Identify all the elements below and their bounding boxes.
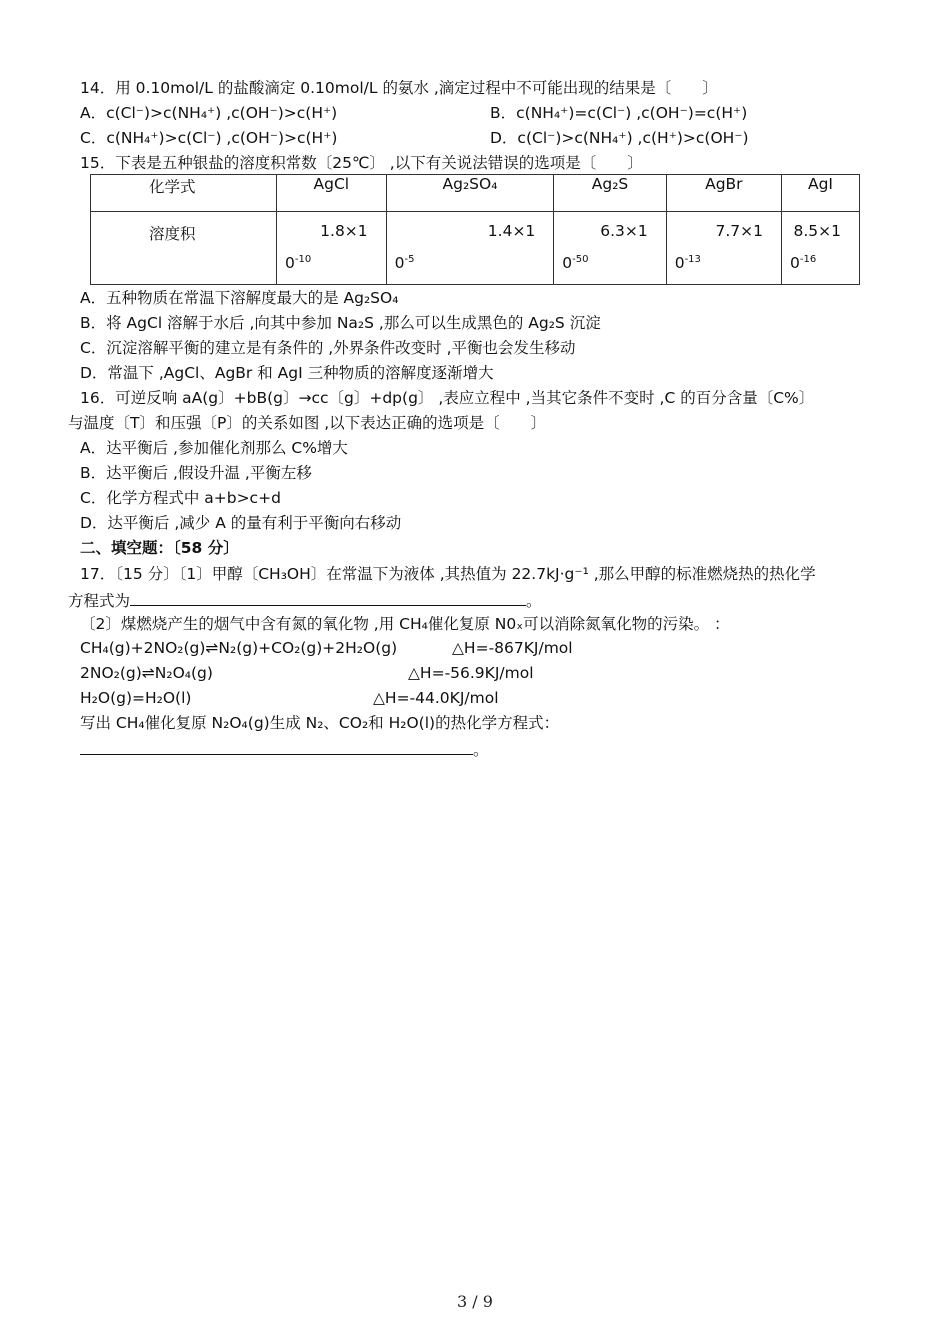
- q15-stem: 15．下表是五种银盐的溶度积常数〔25℃〕 ,以下有关说法错误的选项是〔 〕: [80, 154, 643, 172]
- q14-option-b: B．c(NH₄⁺)=c(Cl⁻) ,c(OH⁻)=c(H⁺): [490, 104, 748, 122]
- ksp-value-mantissa: 1.8×1: [320, 222, 368, 240]
- equation-1: CH₄(g)+2NO₂(g)⇌N₂(g)+CO₂(g)+2H₂O(g): [80, 639, 398, 657]
- q14-option-d: D．c(Cl⁻)>c(NH₄⁺) ,c(H⁺)>c(OH⁻): [490, 129, 749, 147]
- ksp-value-exponent: $0^{-5}$: [394, 253, 415, 272]
- ksp-value-mantissa: 7.7×1: [715, 222, 763, 240]
- q16-stem-line1: 16．可逆反响 aA(g〕+bB(g〕→cc〔g〕+dp(g〕 ,表应立程中 ,当其它条件不变时 ,C 的百分含量〔C%〕: [80, 389, 815, 407]
- answer-blank-2[interactable]: [80, 738, 473, 755]
- ksp-value-cell: [277, 212, 387, 285]
- q15-option-c: C．沉淀溶解平衡的建立是有条件的 ,外界条件改变时 ,平衡也会发生移动: [80, 339, 576, 357]
- ksp-header-cell: AgCl: [277, 175, 387, 212]
- q16-option-a: A．达平衡后 ,参加催化剂那么 C%增大: [80, 439, 348, 457]
- q14-option-a: A．c(Cl⁻)>c(NH₄⁺) ,c(OH⁻)>c(H⁺): [80, 104, 338, 122]
- q14-stem: 14．用 0.10mol/L 的盐酸滴定 0.10mol/L 的氨水 ,滴定过程中不可能出现的结果是〔 〕: [80, 79, 718, 97]
- section-heading: 二、填空题：〔58 分〕: [80, 539, 239, 557]
- q17-line3: 〔2〕煤燃烧产生的烟气中含有氮的氧化物 ,用 CH₄催化复原 N0ₓ可以消除氮氧化物的污染。 ：: [80, 615, 730, 633]
- ksp-value-exponent: $0^{-16}$: [789, 253, 817, 272]
- ksp-header-cell: Ag₂SO₄: [386, 175, 554, 212]
- ksp-value-cell: [554, 212, 666, 285]
- q17-line2: 方程式为 。: [68, 589, 542, 611]
- q16-stem-line2: 与温度〔T〕和压强〔P〕的关系如图 ,以下表达正确的选项是〔 〕: [68, 414, 547, 432]
- q17-line7: 写出 CH₄催化复原 N₂O₄(g)生成 N₂、CO₂和 H₂O(l)的热化学方程式：: [80, 714, 560, 732]
- q16-option-b: B．达平衡后 ,假设升温 ,平衡左移: [80, 464, 312, 482]
- ksp-value-mantissa: 6.3×1: [600, 222, 648, 240]
- ksp-table: [90, 174, 860, 285]
- ksp-value-cell: [781, 212, 859, 285]
- equation-2-dh: △H=-56.9KJ/mol: [408, 664, 534, 682]
- ksp-value-exponent: $0^{-10}$: [285, 253, 312, 272]
- q17-line8: 。: [80, 738, 489, 760]
- equation-3-dh: △H=-44.0KJ/mol: [373, 689, 499, 707]
- ksp-value-cell: [666, 212, 781, 285]
- ksp-table-value-row: [91, 212, 860, 285]
- q15-option-d: D．常温下 ,AgCl、AgBr 和 AgI 三种物质的溶解度逐渐增大: [80, 364, 494, 382]
- ksp-value-exponent: $0^{-13}$: [674, 253, 701, 272]
- q17-line1: 17．〔15 分〕〔1〕甲醇〔CH₃OH〕在常温下为液体 ,其热值为 22.7kJ·g⁻¹ ,那么甲醇的标准燃烧热的热化学: [80, 565, 816, 583]
- ksp-value-mantissa: 1.4×1: [487, 222, 536, 240]
- ksp-header-cell: AgBr: [666, 175, 781, 212]
- equation-1-dh: △H=-867KJ/mol: [452, 639, 573, 657]
- q14-option-c: C．c(NH₄⁺)>c(Cl⁻) ,c(OH⁻)>c(H⁺): [80, 129, 338, 147]
- answer-blank-1[interactable]: [130, 589, 526, 606]
- ksp-row-label-cell: [91, 212, 277, 285]
- ksp-table-header-row: [91, 175, 860, 212]
- page-number: 3 / 9: [457, 1292, 493, 1311]
- ksp-value-exponent: $0^{-50}$: [562, 253, 589, 272]
- ksp-value-cell: [386, 212, 554, 285]
- q15-option-a: A．五种物质在常温下溶解度最大的是 Ag₂SO₄: [80, 289, 399, 307]
- ksp-row-label: 溶度积: [149, 225, 196, 243]
- ksp-header-cell: Ag₂S: [554, 175, 666, 212]
- ksp-header-formula-label: 化学式: [91, 175, 277, 212]
- q16-option-c: C．化学方程式中 a+b>c+d: [80, 489, 281, 507]
- equation-2: 2NO₂(g)⇌N₂O₄(g): [80, 664, 213, 682]
- ksp-header-cell: AgI: [781, 175, 859, 212]
- q15-option-b: B．将 AgCl 溶解于水后 ,向其中参加 Na₂S ,那么可以生成黑色的 Ag₂S 沉淀: [80, 314, 601, 332]
- equation-3: H₂O(g)=H₂O(l): [80, 689, 192, 707]
- q16-option-d: D．达平衡后 ,减少 A 的量有利于平衡向右移动: [80, 514, 402, 532]
- ksp-value-mantissa: 8.5×1: [793, 222, 841, 240]
